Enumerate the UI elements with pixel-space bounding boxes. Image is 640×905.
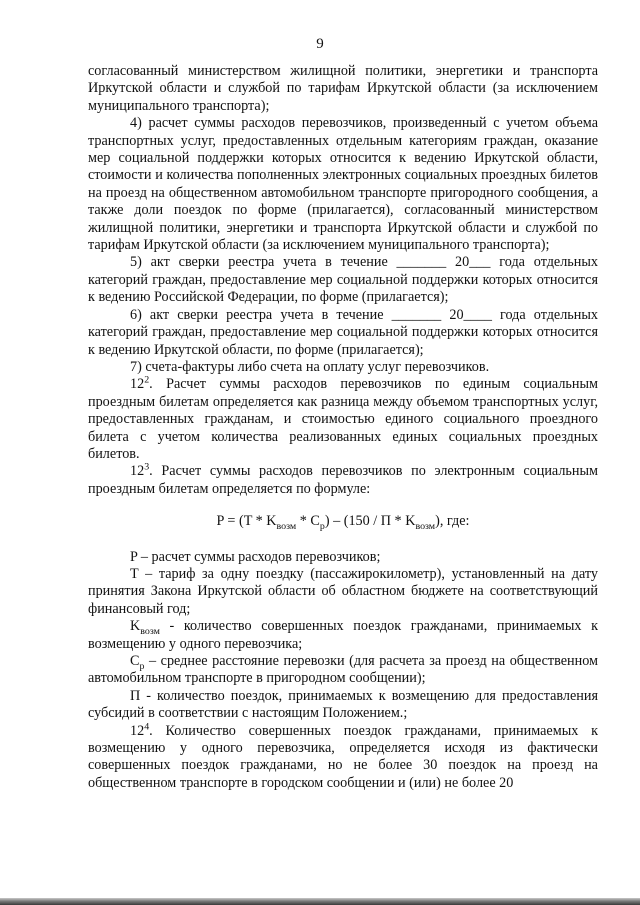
- paragraph-12-3: [88, 463, 598, 498]
- formula: $P = (T * K_{возм} * C_р) - (150 / П * K_{возм})$, где:: [216, 513, 470, 532]
- definition-k: $K_{возм}$ - количество совершенных поездок гражданами, принимаемых к возмещению у одного перевозчика;: [88, 618, 598, 652]
- continued-paragraph: согласованный министерством жилищной политики, энергетики и транспорта Иркутской области и службой по тарифам Иркутской области (за исключением муниципального транспорта);: [88, 63, 598, 114]
- clause-superscript: 4: [144, 720, 150, 732]
- paragraph-12-2: [88, 376, 598, 463]
- clause-text: . Расчет суммы расходов перевозчиков по единым социальным проездным билетам определяется как разница между объемом транспортных услуг, предоставленных гражданам, и стоимостью единого социального проездного билета с учетом количества реализованных единых социальных проездных билетов.: [88, 376, 598, 462]
- clause-text: . Количество совершенных поездок гражданами, принимаемых к возмещению у одного перевозчика, определяется исходя из фактически совершенных поездок гражданами, но не более 30 поездок на проезд на общественном транспорте в городском сообщении и (или) не более 20: [88, 722, 598, 791]
- definition-n: П - количество поездок, принимаемых к возмещению для предоставления субсидий в соответствии с настоящим Положением.;: [88, 687, 598, 722]
- page-number: 9: [316, 36, 324, 52]
- list-item-5: 5) акт сверки реестра учета в течение _______ 20___ года отдельных категорий граждан, предоставление мер социальной поддержки которых относится к ведению Российской Федерации, по форме (прилагается);: [88, 254, 598, 306]
- clause-superscript: 2: [144, 374, 150, 386]
- clause-text: . Расчет суммы расходов перевозчиков по электронным социальным проездным билетам определяется по формуле:: [88, 463, 598, 497]
- scan-edge-strip: [0, 898, 640, 905]
- clause-superscript: 3: [144, 461, 150, 473]
- paragraph-12-4: [88, 720, 598, 793]
- clause-number: 12: [130, 376, 145, 393]
- list-item-4: 4) расчет суммы расходов перевозчиков, произведенный с учетом объема транспортных услуг, предоставленных отдельным категориям граждан, оказание мер социальной поддержки которых относится к ведению Иркутской области, стоимости и количества пополненных электронных социальных проездных билетов на проезд на общественном автомобильном транспорте пригородного сообщения, а также доли поездок по форме (прилагается), согласованный министерством жилищной политики, энергетики и транспорта Иркутской области и службой по тарифам Иркутской области (за исключением муниципального транспорта);: [88, 115, 598, 254]
- definition-c: $C_р$ – среднее расстояние перевозки (для расчета за проезд на общественном автомобильном транспорте в пригородном сообщении);: [88, 653, 598, 687]
- definition-t: T – тариф за одну поездку (пассажирокилометр), установленный на дату принятия Закона Иркутской области об областном бюджете на соответствующий финансовый год;: [88, 565, 598, 617]
- document-body: [88, 63, 598, 792]
- clause-number: 12: [130, 463, 145, 480]
- clause-number: 12: [130, 722, 145, 739]
- list-item-7: 7) счета-фактуры либо счета на оплату услуг перевозчиков.: [130, 358, 490, 375]
- list-item-6: 6) акт сверки реестра учета в течение _______ 20____ года отдельных категорий граждан, предоставление мер социальной поддержки которых относится к ведению Иркутской области, по форме (прилагается);: [88, 306, 598, 358]
- definition-p: P – расчет суммы расходов перевозчиков;: [130, 548, 381, 565]
